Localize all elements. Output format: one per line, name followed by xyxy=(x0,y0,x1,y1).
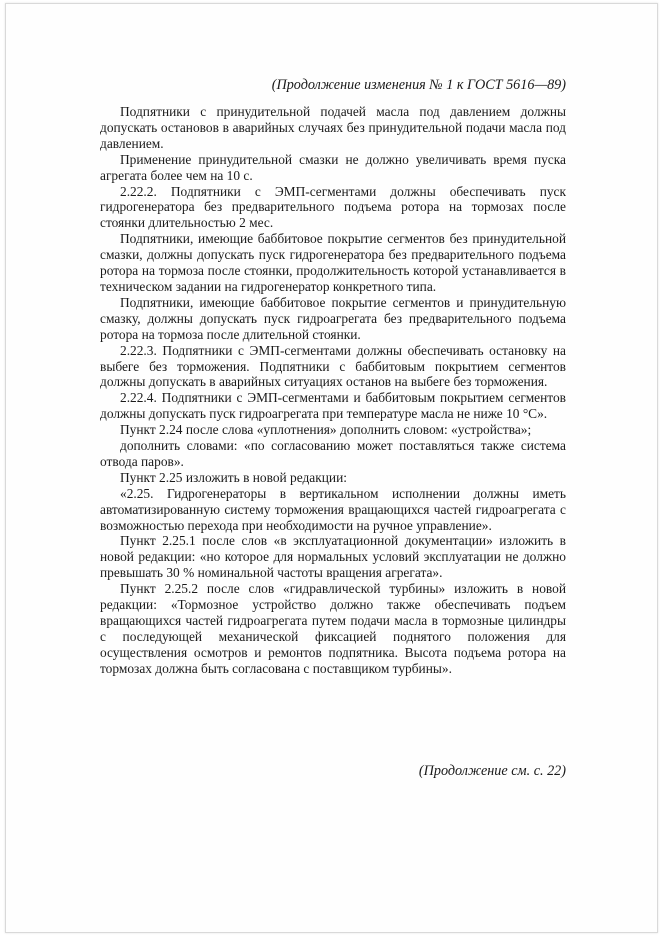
paragraph: Подпятники, имеющие баббитовое покрытие сегментов и принудительную смазку, должны допускать пуск гидроагрегата без предварительного подъема ротора на тормоза после длительной стоянки. xyxy=(100,294,566,342)
paragraph: Пункт 2.25.2 после слов «гидравлической турбины» изложить в новой редакции: «Тормозное устройство должно также обеспечивать подъем вращающихся частей гидроагрегата путем подачи масла в тормозные цилиндры с последующей механической фиксацией поднятого положения для осуществления осмотров и ремонтов подпятника. Высота подъема ротора на тормозах должна быть согласована с поставщиком турбины». xyxy=(100,581,566,676)
page-footer-continuation: (Продолжение см. с. 22) xyxy=(418,763,566,779)
paragraph: Пункт 2.25 изложить в новой редакции: xyxy=(120,469,347,485)
paragraph: Пункт 2.24 после слова «уплотнения» дополнить словом: «устройства»; xyxy=(120,422,532,438)
paragraph: Подпятники с принудительной подачей масла под давлением должны допускать остановов в аварийных случаях без принудительной подачи масла под давлением. xyxy=(100,104,566,151)
paragraph: Пункт 2.25.1 после слов «в эксплуатационной документации» изложить в новой редакции: «но которое для нормальных условий эксплуатации не должно превышать 30 % номинальной частоты вращения агрегата». xyxy=(100,533,566,581)
paragraph: «2.25. Гидрогенераторы в вертикальном исполнении должны иметь автоматизированную систему торможения вращающихся частей гидроагрегата с возможностью перехода при необходимости на ручное управление». xyxy=(100,485,566,533)
document-body xyxy=(100,104,566,677)
paragraph: 2.22.4. Подпятники с ЭМП-сегментами и баббитовым покрытием сегментов должны допускать пуск гидроагрегата при температуре масла не ниже 10 °С». xyxy=(100,390,566,422)
paragraph: 2.22.3. Подпятники с ЭМП-сегментами должны обеспечивать остановку на выбеге без торможения. Подпятники с баббитовым покрытием сегментов должны допускать в аварийных ситуациях останов на выбеге без торможения. xyxy=(100,342,566,390)
paragraph: дополнить словами: «по согласованию может поставляться также система отвода паров». xyxy=(100,438,566,469)
paragraph: Подпятники, имеющие баббитовое покрытие сегментов без принудительной смазки, должны допускать пуск гидрогенератора без предварительного подъема ротора на тормоза после стоянки, продолжительность которой устанавливается в техническом задании на гидрогенератор конкретного типа. xyxy=(100,231,566,294)
paragraph: Применение принудительной смазки не должно увеличивать время пуска агрегата более чем на 10 с. xyxy=(100,151,566,183)
page-header-continuation: (Продолжение изменения № 1 к ГОСТ 5616—89) xyxy=(271,77,566,93)
paragraph: 2.22.2. Подпятники с ЭМП-сегментами должны обеспечивать пуск гидрогенератора без предварительного подъема ротора на тормозах после стоянки длительностью 2 мес. xyxy=(100,183,566,231)
